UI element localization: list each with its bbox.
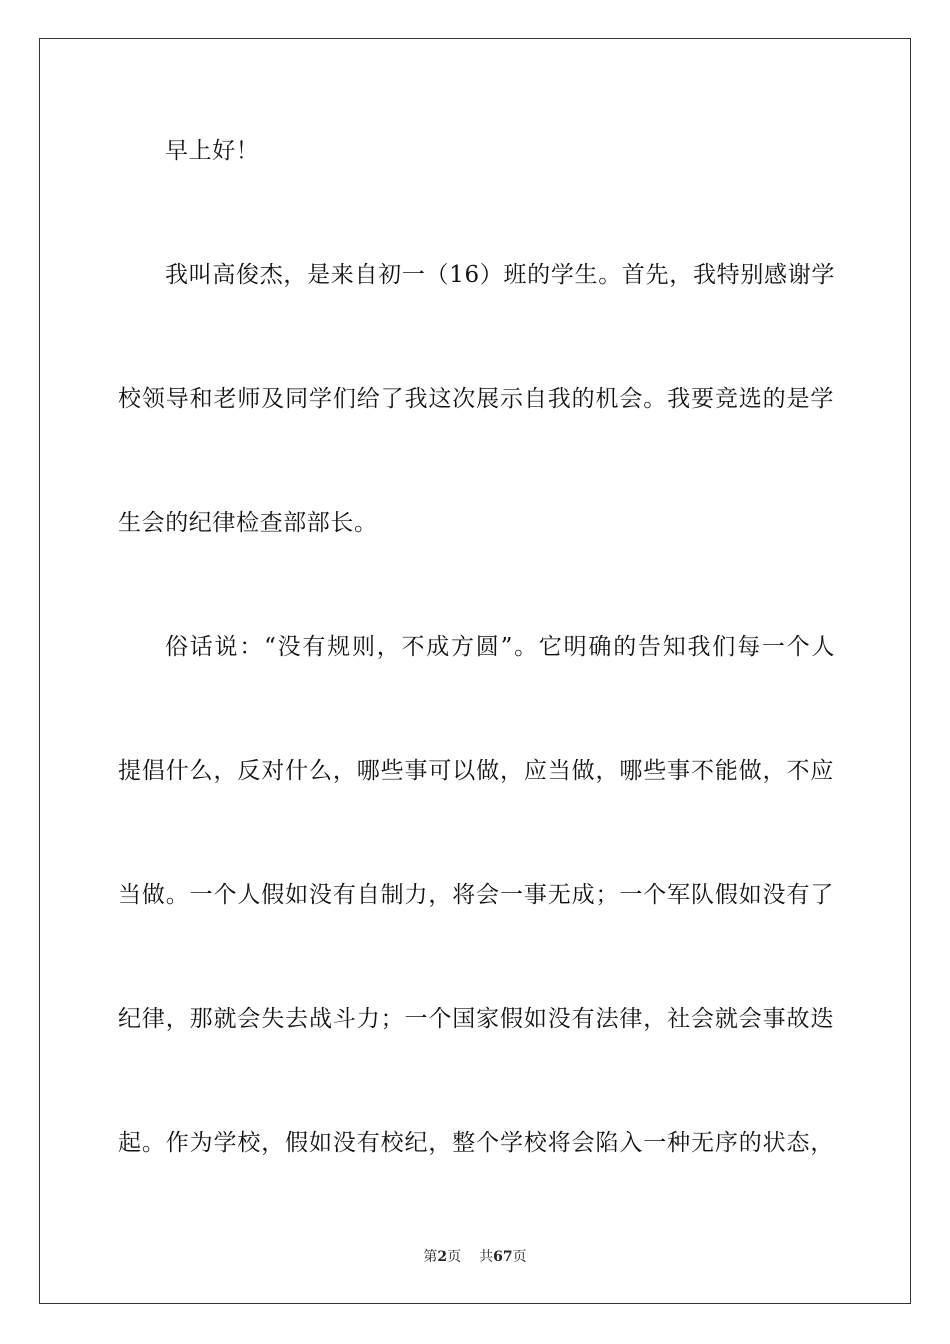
paragraph-line: 当做。一个人假如没有自制力，将会一事无成；一个军队假如没有了	[118, 882, 834, 908]
page-suffix: 页	[447, 1249, 462, 1265]
paragraph-line: 提倡什么，反对什么，哪些事可以做，应当做，哪些事不能做，不应	[118, 758, 834, 784]
page-border	[39, 38, 911, 1304]
paragraph-line: 起。作为学校，假如没有校纪，整个学校将会陷入一种无序的状态，	[118, 1130, 834, 1156]
page-number: 2	[437, 1249, 448, 1265]
paragraph-line: 我叫高俊杰，是来自初一（16）班的学生。首先，我特别感谢学	[165, 262, 835, 288]
paragraph-line: 生会的纪律检查部部长。	[118, 510, 378, 536]
total-suffix: 页	[512, 1249, 527, 1265]
total-pages: 67	[493, 1249, 513, 1265]
total-prefix: 共	[479, 1249, 494, 1265]
greeting-line: 早上好！	[165, 138, 260, 164]
paragraph-line: 俗话说：“没有规则，不成方圆”。它明确的告知我们每一个人	[165, 634, 835, 660]
paragraph-line: 校领导和老师及同学们给了我这次展示自我的机会。我要竞选的是学	[118, 386, 834, 412]
paragraph-line: 纪律，那就会失去战斗力；一个国家假如没有法律，社会就会事故迭	[118, 1006, 834, 1032]
page-prefix: 第	[423, 1249, 438, 1265]
page-footer	[0, 1247, 950, 1267]
